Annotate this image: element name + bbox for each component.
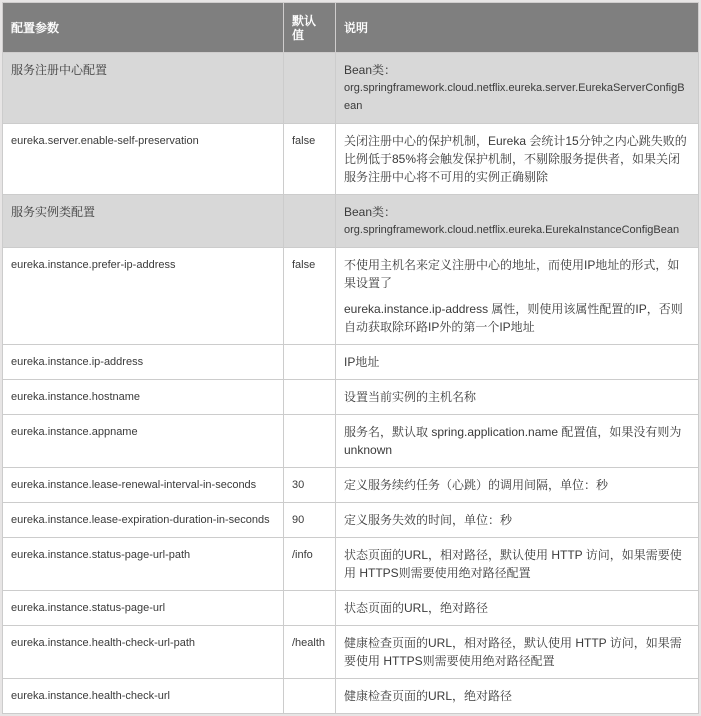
param-cell: eureka.instance.health-check-url: [3, 679, 284, 714]
description-cell: [336, 591, 699, 626]
param-cell: eureka.instance.status-page-url: [3, 591, 284, 626]
default-value-cell: false: [284, 124, 336, 195]
table-row: [3, 124, 699, 195]
default-value-cell: false: [284, 248, 336, 345]
description-line: 状态页面的URL，绝对路径: [344, 601, 489, 615]
param-cell: eureka.instance.health-check-url-path: [3, 626, 284, 679]
table-row: [3, 503, 699, 538]
description-cell: [336, 53, 699, 124]
description-cell: [336, 415, 699, 468]
description-line: Bean类：: [344, 205, 397, 219]
description-code-line: org.springframework.cloud.netflix.eureka.EurekaInstanceConfigBean: [344, 224, 680, 236]
table-row: [3, 248, 699, 345]
description-cell: [336, 538, 699, 591]
description-cell: [336, 195, 699, 248]
table-header-row: [3, 3, 699, 53]
description-cell: [336, 345, 699, 380]
param-cell: eureka.instance.appname: [3, 415, 284, 468]
description-cell: [336, 679, 699, 714]
description-line: 服务名，默认取 spring.application.name 配置值，如果没有则为 unknown: [344, 425, 682, 457]
default-value-cell: /info: [284, 538, 336, 591]
param-cell: eureka.server.enable-self-preservation: [3, 124, 284, 195]
description-line: 状态页面的URL，相对路径，默认使用 HTTP 访问，如果需要使用 HTTPS则需要使用绝对路径配置: [344, 548, 682, 580]
description-line: eureka.instance.ip-address 属性，则使用该属性配置的IP，否则自动获取除环路IP外的第一个IP地址: [344, 302, 683, 334]
param-cell: eureka.instance.hostname: [3, 380, 284, 415]
default-value-cell: [284, 679, 336, 714]
default-value-cell: [284, 380, 336, 415]
description-line: 关闭注册中心的保护机制，Eureka 会统计15分钟之内心跳失败的比例低于85%将会触发保护机制，不剔除服务提供者，如果关闭服务注册中心将不可用的实例正确剔除: [344, 134, 687, 184]
param-cell: eureka.instance.status-page-url-path: [3, 538, 284, 591]
description-line: 定义服务失效的时间，单位：秒: [344, 513, 513, 527]
param-cell: 服务实例类配置: [3, 195, 284, 248]
table-row: [3, 591, 699, 626]
eureka-config-table: [2, 2, 699, 714]
description-line: Bean类：: [344, 63, 397, 77]
default-value-cell: [284, 195, 336, 248]
section-row: [3, 53, 699, 124]
description-cell: [336, 468, 699, 503]
description-line: 设置当前实例的主机名称: [344, 390, 477, 404]
param-cell: eureka.instance.prefer-ip-address: [3, 248, 284, 345]
table-row: [3, 415, 699, 468]
column-header-default-value: 默认值: [284, 3, 336, 53]
column-header-config-param: 配置参数: [3, 3, 284, 53]
default-value-cell: 30: [284, 468, 336, 503]
description-line: 定义服务续约任务（心跳）的调用间隔，单位：秒: [344, 478, 609, 492]
description-cell: [336, 503, 699, 538]
section-row: [3, 195, 699, 248]
description-code-line: org.springframework.cloud.netflix.eureka.server.EurekaServerConfigBean: [344, 82, 685, 112]
param-cell: eureka.instance.lease-expiration-duration-in-seconds: [3, 503, 284, 538]
description-cell: [336, 380, 699, 415]
description-line: 健康检查页面的URL，绝对路径: [344, 689, 513, 703]
column-header-description: 说明: [336, 3, 699, 53]
default-value-cell: /health: [284, 626, 336, 679]
param-cell: 服务注册中心配置: [3, 53, 284, 124]
table-row: [3, 679, 699, 714]
description-line: 不使用主机名来定义注册中心的地址，而使用IP地址的形式，如果设置了: [344, 258, 680, 290]
description-cell: [336, 248, 699, 345]
default-value-cell: [284, 591, 336, 626]
default-value-cell: [284, 345, 336, 380]
description-line: 健康检查页面的URL，相对路径，默认使用 HTTP 访问，如果需要使用 HTTPS则需要使用绝对路径配置: [344, 636, 682, 668]
default-value-cell: [284, 415, 336, 468]
table-row: [3, 468, 699, 503]
param-cell: eureka.instance.lease-renewal-interval-in-seconds: [3, 468, 284, 503]
description-line: IP地址: [344, 355, 380, 369]
default-value-cell: 90: [284, 503, 336, 538]
description-cell: [336, 124, 699, 195]
param-cell: eureka.instance.ip-address: [3, 345, 284, 380]
table-row: [3, 345, 699, 380]
default-value-cell: [284, 53, 336, 124]
table-row: [3, 538, 699, 591]
table-row: [3, 380, 699, 415]
table-body: [3, 53, 699, 714]
